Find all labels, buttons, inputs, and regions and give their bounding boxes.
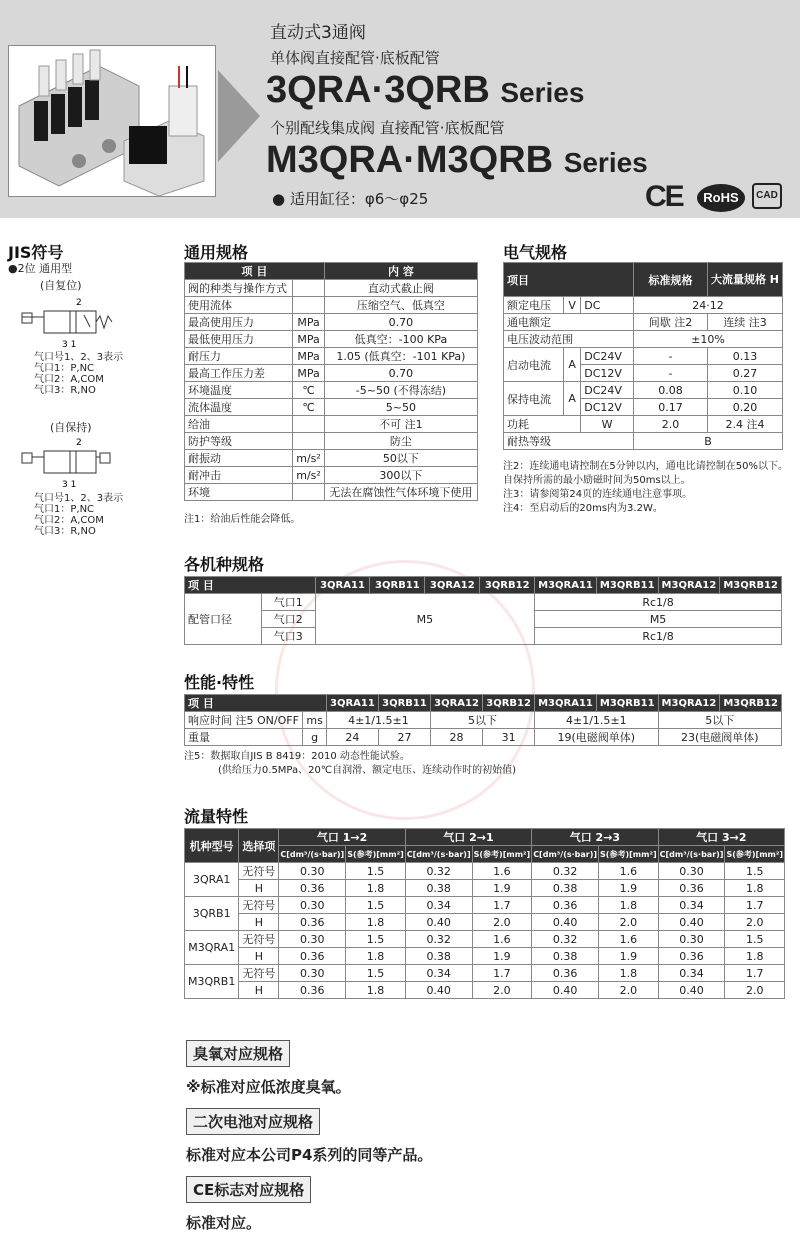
flow-cell: 0.34 [658, 965, 725, 982]
models-port1-rc: Rc1/8 [535, 594, 782, 611]
general-spec-table [184, 262, 478, 501]
general-row [185, 314, 478, 331]
flow-cell: 0.36 [658, 948, 725, 965]
elec-hold-unit: A [564, 382, 581, 416]
elec-hold-12: DC12V [581, 399, 634, 416]
jis-reset-self: (自复位) [40, 279, 82, 292]
elec-head-std: 标准规格 [633, 263, 707, 297]
elec-rv-label: 额定电压 [504, 297, 564, 314]
flow-cell: 0.34 [658, 897, 725, 914]
models-head-item: 项 目 [185, 577, 316, 594]
flow-cell: 0.30 [279, 931, 346, 948]
flow-title: 流量特性 [184, 807, 249, 826]
elec-heat-value: B [633, 433, 782, 450]
flow-cell: 0.30 [279, 897, 346, 914]
flow-cell: 0.36 [532, 897, 599, 914]
jis-legend-4b: 气口3：R,NO [34, 526, 96, 537]
perf-weight-6: 23(电磁阀单体) [658, 729, 781, 746]
flow-cell: H [239, 880, 279, 897]
flow-cell: 无符号 [239, 897, 279, 914]
flow-sub-s: S(参考)[mm²] [599, 846, 659, 863]
flow-cell: 1.8 [346, 914, 406, 931]
flow-sub-s: S(参考)[mm²] [725, 846, 785, 863]
general-row [185, 416, 478, 433]
elec-start-unit: A [564, 348, 581, 382]
general-value: 0.70 [324, 365, 477, 382]
general-value: 低真空：-100 KPa [324, 331, 477, 348]
flow-cell: 0.36 [279, 880, 346, 897]
flow-cell: 1.5 [725, 931, 785, 948]
cad-icon: CAD [752, 183, 782, 209]
perf-weight-1: 24 [326, 729, 378, 746]
general-row [185, 365, 478, 382]
flow-row [185, 965, 785, 982]
product-photo [8, 45, 216, 197]
flow-cell: 1.9 [599, 948, 659, 965]
elec-heat-label: 耐热等级 [504, 433, 634, 450]
general-row [185, 467, 478, 484]
general-value: 不可 注1 [324, 416, 477, 433]
bore-range: ● 适用缸径：φ6～φ25 [272, 190, 429, 208]
models-port-3: 气口3 [261, 628, 315, 645]
elec-hold-12-h: 0.20 [707, 399, 782, 416]
flow-cell: 2.0 [472, 982, 532, 999]
flow-cell: 1.6 [472, 863, 532, 880]
flow-cell: 1.6 [599, 863, 659, 880]
general-label: 使用流体 [185, 297, 293, 314]
perf-resp-4: 5以下 [658, 712, 781, 729]
flow-cell: 1.8 [599, 965, 659, 982]
general-label: 耐冲击 [185, 467, 293, 484]
general-label: 最低使用压力 [185, 331, 293, 348]
perf-resp-label: 响应时间 注5 ON/OFF [185, 712, 303, 729]
title-1: 直动式3通阀 [270, 23, 366, 43]
general-value: 防尘 [324, 433, 477, 450]
elec-energize-std: 间歇 注2 [633, 314, 707, 331]
general-label: 最高工作压力差 [185, 365, 293, 382]
flow-head-model: 机种型号 [185, 829, 239, 863]
models-head-model: 3QRA12 [425, 577, 480, 594]
flow-cell: 1.6 [472, 931, 532, 948]
general-row [185, 399, 478, 416]
jis-legend-1b: 气口号1、2、3表示 [34, 493, 124, 504]
elec-hold-12-std: 0.17 [633, 399, 707, 416]
models-port-1: 气口1 [261, 594, 315, 611]
jis-title: JIS符号 [8, 243, 64, 262]
perf-weight-label: 重量 [185, 729, 303, 746]
flow-cell: 无符号 [239, 965, 279, 982]
perf-resp-unit: ms [303, 712, 326, 729]
flow-cell: 1.5 [346, 965, 406, 982]
flow-sub-s: S(参考)[mm²] [472, 846, 532, 863]
models-table [184, 576, 782, 645]
general-unit [293, 297, 325, 314]
title-2: 单体阀直接配管·底板配管 [270, 49, 440, 67]
flow-cell: H [239, 982, 279, 999]
models-head-model: M3QRA12 [658, 577, 720, 594]
flow-cell: 2.0 [725, 982, 785, 999]
perf-head-item: 项 目 [185, 695, 327, 712]
flow-cell: 0.40 [658, 914, 725, 931]
flow-sub-c: C[dm³/(s·bar)] [658, 846, 725, 863]
general-label: 耐振动 [185, 450, 293, 467]
flow-row [185, 982, 785, 999]
general-value: 1.05 (低真空：-101 KPa) [324, 348, 477, 365]
general-label: 防护等级 [185, 433, 293, 450]
general-title: 通用规格 [184, 243, 249, 262]
elec-start-24: DC24V [581, 348, 634, 365]
general-unit: m/s² [293, 467, 325, 484]
general-unit: ℃ [293, 382, 325, 399]
perf-resp-1: 4±1/1.5±1 [326, 712, 430, 729]
jis-symbol-self-reset [14, 297, 114, 349]
flow-cell: 2.0 [599, 982, 659, 999]
flow-cell: 1.5 [725, 863, 785, 880]
perf-resp-3: 4±1/1.5±1 [535, 712, 658, 729]
elec-fluct-label: 电压波动范围 [504, 331, 634, 348]
general-unit [293, 433, 325, 450]
jis-legend-4: 气口3：R,NO [34, 385, 96, 396]
elec-power-std: 2.0 [633, 416, 707, 433]
jis-legend-2: 气口1：P,NC [34, 363, 95, 374]
flow-cell: 0.38 [405, 880, 472, 897]
perf-head-model: 3QRB12 [483, 695, 535, 712]
general-unit: MPa [293, 314, 325, 331]
flow-cell: 1.8 [346, 948, 406, 965]
general-note: 注1：给油后性能会降低。 [184, 514, 301, 525]
flow-sub-c: C[dm³/(s·bar)] [532, 846, 599, 863]
flow-cell: 无符号 [239, 863, 279, 880]
models-row-label: 配管口径 [185, 594, 262, 645]
series-title-2: M3QRA·M3QRB Series [266, 139, 648, 181]
svg-text:2: 2 [76, 438, 82, 448]
elec-power-label: 功耗 [504, 416, 581, 433]
general-label: 环境温度 [185, 382, 293, 399]
elec-energize-label: 通电额定 [504, 314, 634, 331]
series-title-1: 3QRA·3QRB Series [266, 69, 585, 111]
flow-row [185, 914, 785, 931]
elec-hold-24-h: 0.10 [707, 382, 782, 399]
models-m5-left: M5 [315, 594, 535, 645]
extra-text-2: 标准对应本公司P4系列的同等产品。 [186, 1146, 433, 1164]
rohs-icon: RoHS [697, 184, 745, 212]
models-port3-rc: Rc1/8 [535, 628, 782, 645]
elec-hold-24: DC24V [581, 382, 634, 399]
general-label: 耐压力 [185, 348, 293, 365]
perf-head-model: 3QRA12 [430, 695, 482, 712]
extra-title-1: 臭氧对应规格 [186, 1040, 290, 1067]
models-head-model: M3QRB11 [596, 577, 658, 594]
general-row [185, 297, 478, 314]
flow-model: 3QRB1 [185, 897, 239, 931]
perf-head-model: M3QRA12 [658, 695, 720, 712]
flow-head-32: 气口 3→2 [658, 829, 784, 846]
flow-head-21: 气口 2→1 [405, 829, 531, 846]
flow-head-option: 选择项 [239, 829, 279, 863]
flow-cell: 0.40 [532, 914, 599, 931]
general-row [185, 382, 478, 399]
flow-sub-c: C[dm³/(s·bar)] [279, 846, 346, 863]
perf-resp-2: 5以下 [430, 712, 534, 729]
elec-rv-dc: DC [581, 297, 634, 314]
elec-start-12-std: - [633, 365, 707, 382]
general-unit [293, 416, 325, 433]
flow-row [185, 863, 785, 880]
electric-title: 电气规格 [503, 243, 568, 262]
general-value: 300以下 [324, 467, 477, 484]
models-head-model: 3QRA11 [315, 577, 370, 594]
perf-head-model: M3QRB12 [720, 695, 782, 712]
jis-legend-3b: 气口2：A,COM [34, 515, 104, 526]
general-unit: MPa [293, 365, 325, 382]
flow-cell: 1.9 [599, 880, 659, 897]
jis-reset-hold: (自保持) [50, 421, 92, 434]
models-title: 各机种规格 [184, 555, 265, 574]
perf-head-model: 3QRB11 [378, 695, 430, 712]
flow-cell: 1.6 [599, 931, 659, 948]
general-row [185, 433, 478, 450]
flow-head-23: 气口 2→3 [532, 829, 658, 846]
models-port2-m5: M5 [535, 611, 782, 628]
flow-cell: 2.0 [725, 914, 785, 931]
flow-cell: 0.40 [532, 982, 599, 999]
general-unit: m/s² [293, 450, 325, 467]
arrow-decoration [218, 70, 260, 162]
flow-model: 3QRA1 [185, 863, 239, 897]
perf-weight-2: 27 [378, 729, 430, 746]
general-label: 给油 [185, 416, 293, 433]
general-unit: ℃ [293, 399, 325, 416]
general-value: 50以下 [324, 450, 477, 467]
elec-start-24-std: - [633, 348, 707, 365]
perf-note-5: 注5：数据取自JIS B 8419：2010 动态性能试验。 [184, 751, 410, 762]
flow-cell: 0.38 [532, 880, 599, 897]
general-label: 环境 [185, 484, 293, 501]
flow-cell: 0.32 [532, 863, 599, 880]
flow-cell: 0.40 [405, 982, 472, 999]
svg-text:2: 2 [76, 298, 82, 308]
elec-note-3: 注3：请参阅第24页的连续通电注意事项。 [503, 489, 693, 500]
elec-start-24-h: 0.13 [707, 348, 782, 365]
general-row [185, 280, 478, 297]
flow-cell: 1.7 [725, 897, 785, 914]
general-label: 最高使用压力 [185, 314, 293, 331]
general-value: 0.70 [324, 314, 477, 331]
flow-row [185, 897, 785, 914]
perf-weight-3: 28 [430, 729, 482, 746]
perf-note-5b: (供给压力0.5MPa、20℃自润滑、额定电压、连续动作时的初始值) [218, 765, 516, 776]
elec-energize-h: 连续 注3 [707, 314, 782, 331]
models-head-model: 3QRB11 [370, 577, 425, 594]
flow-cell: 1.9 [472, 948, 532, 965]
extra-title-3: CE标志对应规格 [186, 1176, 311, 1203]
general-unit [293, 280, 325, 297]
perf-head-model: M3QRB11 [596, 695, 658, 712]
general-row [185, 484, 478, 501]
general-value: -5~50 (不得冻结) [324, 382, 477, 399]
perf-title: 性能·特性 [184, 673, 255, 692]
flow-model: M3QRA1 [185, 931, 239, 965]
flow-cell: 1.8 [346, 982, 406, 999]
ce-mark-icon: CE [645, 180, 683, 213]
extra-title-2: 二次电池对应规格 [186, 1108, 320, 1135]
perf-weight-unit: g [303, 729, 326, 746]
jis-symbol-self-hold [14, 437, 114, 489]
elec-rv-value: 24·12 [633, 297, 782, 314]
flow-cell: 2.0 [599, 914, 659, 931]
general-unit [293, 484, 325, 501]
models-head-model: M3QRA11 [535, 577, 597, 594]
flow-cell: 0.30 [658, 931, 725, 948]
models-head-model: 3QRB12 [480, 577, 535, 594]
general-head-content: 内 容 [324, 263, 477, 280]
general-unit: MPa [293, 331, 325, 348]
elec-head-h: 大流量规格 H [707, 263, 782, 297]
general-head-item: 项 目 [185, 263, 325, 280]
flow-row [185, 880, 785, 897]
general-label: 流体温度 [185, 399, 293, 416]
general-row [185, 450, 478, 467]
flow-row [185, 948, 785, 965]
jis-legend-3: 气口2：A,COM [34, 374, 104, 385]
flow-cell: 1.8 [725, 948, 785, 965]
general-row [185, 348, 478, 365]
flow-cell: 0.30 [279, 863, 346, 880]
elec-fluct-value: ±10% [633, 331, 782, 348]
elec-note-4: 注4：至启动后的20ms内为3.2W。 [503, 503, 663, 514]
flow-sub-s: S(参考)[mm²] [346, 846, 406, 863]
flow-cell: 0.40 [658, 982, 725, 999]
svg-text:3 1: 3 1 [62, 480, 77, 489]
flow-cell: 1.5 [346, 863, 406, 880]
flow-cell: 1.8 [346, 880, 406, 897]
elec-start-12-h: 0.27 [707, 365, 782, 382]
models-port-2: 气口2 [261, 611, 315, 628]
flow-cell: 1.5 [346, 897, 406, 914]
flow-cell: 0.30 [658, 863, 725, 880]
elec-hold-24-std: 0.08 [633, 382, 707, 399]
flow-cell: 1.5 [346, 931, 406, 948]
flow-cell: 0.38 [532, 948, 599, 965]
general-value: 压缩空气、低真空 [324, 297, 477, 314]
flow-cell: 0.38 [405, 948, 472, 965]
flow-cell: H [239, 948, 279, 965]
flow-cell: 无符号 [239, 931, 279, 948]
perf-head-model: M3QRA11 [535, 695, 597, 712]
jis-type: ●2位 通用型 [8, 262, 73, 275]
jis-legend-1: 气口号1、2、3表示 [34, 352, 124, 363]
flow-model: M3QRB1 [185, 965, 239, 999]
elec-power-h: 2.4 注4 [707, 416, 782, 433]
flow-cell: 1.7 [725, 965, 785, 982]
flow-cell: H [239, 914, 279, 931]
flow-cell: 0.32 [405, 931, 472, 948]
general-label: 阀的种类与操作方式 [185, 280, 293, 297]
models-head-model: M3QRB12 [720, 577, 782, 594]
perf-table [184, 694, 782, 746]
flow-cell: 0.34 [405, 965, 472, 982]
flow-cell: 0.36 [279, 982, 346, 999]
elec-start-label: 启动电流 [504, 348, 564, 382]
elec-note-2: 注2：连续通电请控制在5分钟以内，通电比请控制在50%以下。自保持所需的最小励磁时间为50ms以上。 [503, 461, 788, 486]
general-value: 直动式截止阀 [324, 280, 477, 297]
flow-head-12: 气口 1→2 [279, 829, 405, 846]
elec-power-unit: W [581, 416, 634, 433]
electric-spec-table [503, 262, 783, 450]
svg-text:3 1: 3 1 [62, 340, 77, 349]
flow-cell: 0.36 [279, 914, 346, 931]
general-value: 无法在腐蚀性气体环境下使用 [324, 484, 477, 501]
perf-weight-5: 19(电磁阀单体) [535, 729, 658, 746]
flow-cell: 1.8 [725, 880, 785, 897]
flow-cell: 1.8 [599, 897, 659, 914]
flow-cell: 0.34 [405, 897, 472, 914]
flow-cell: 1.7 [472, 965, 532, 982]
flow-row [185, 931, 785, 948]
flow-cell: 0.32 [532, 931, 599, 948]
flow-cell: 0.36 [532, 965, 599, 982]
flow-table [184, 828, 785, 999]
flow-cell: 1.9 [472, 880, 532, 897]
title-4: 个别配线集成阀 直接配管·底板配管 [270, 119, 505, 137]
flow-cell: 0.36 [658, 880, 725, 897]
flow-cell: 0.40 [405, 914, 472, 931]
flow-cell: 2.0 [472, 914, 532, 931]
flow-cell: 1.7 [472, 897, 532, 914]
extra-text-3: 标准对应。 [186, 1214, 262, 1232]
elec-start-12: DC12V [581, 365, 634, 382]
extra-text-1: ※标准对应低浓度臭氧。 [186, 1078, 351, 1096]
flow-cell: 0.30 [279, 965, 346, 982]
elec-rv-unit: V [564, 297, 581, 314]
elec-hold-label: 保持电流 [504, 382, 564, 416]
elec-head-item: 项目 [504, 263, 634, 297]
flow-sub-c: C[dm³/(s·bar)] [405, 846, 472, 863]
perf-head-model: 3QRA11 [326, 695, 378, 712]
general-unit: MPa [293, 348, 325, 365]
general-row [185, 331, 478, 348]
jis-legend-2b: 气口1：P,NC [34, 504, 95, 515]
flow-cell: 0.32 [405, 863, 472, 880]
general-value: 5~50 [324, 399, 477, 416]
perf-weight-4: 31 [483, 729, 535, 746]
flow-cell: 0.36 [279, 948, 346, 965]
